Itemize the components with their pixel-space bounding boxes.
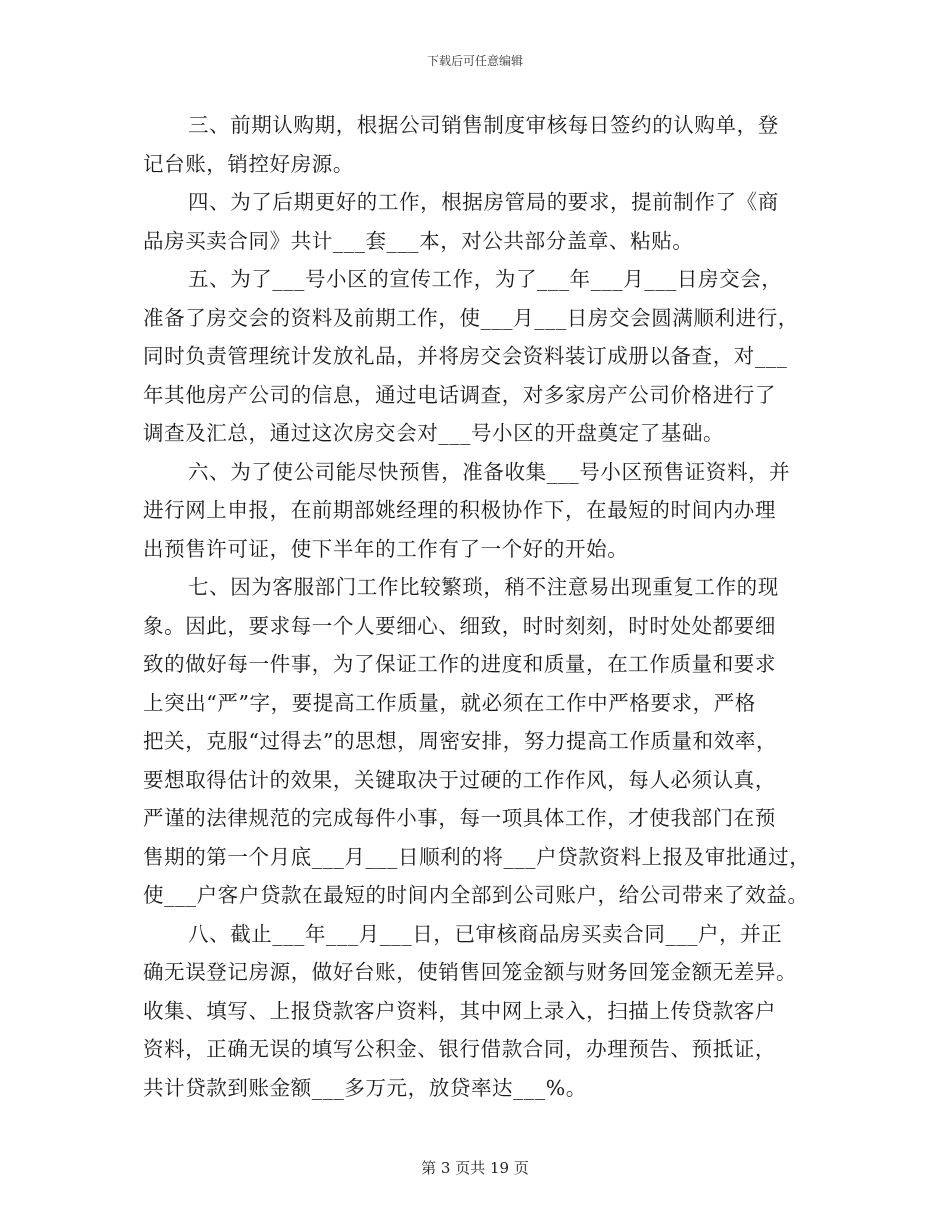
paragraph-line: 调查及汇总，通过这次房交会对___号小区的开盘奠定了基础。: [143, 421, 725, 445]
paragraph-line: 准备了房交会的资料及前期工作，使___月___日房交会圆满顺利进行，: [143, 305, 799, 330]
paragraph-6: [143, 453, 823, 569]
paragraph-line: 出预售许可证，使下半年的工作有了一个好的开始。: [143, 536, 629, 561]
document-body: [143, 106, 823, 1107]
paragraph-line: 致的做好每一件事，为了保证工作的进度和质量，在工作质量和要求: [143, 652, 776, 676]
paragraph-line: 七、因为客服部门工作比较繁琐，稍不注意易出现重复工作的现: [188, 575, 779, 599]
paragraph-line: 上突出“严”字，要提高工作质量，就必须在工作中严格要求，严格: [143, 690, 756, 715]
paragraph-4: [143, 183, 823, 260]
paragraph-line: 要想取得估计的效果，关键取决于过硬的工作作风，每人必须认真，: [143, 767, 776, 792]
paragraph-line: 进行网上申报，在前期部姚经理的积极协作下，在最短的时间内办理: [143, 498, 776, 522]
paragraph-8: [143, 915, 823, 1108]
paragraph-line: 使___户客户贷款在最短的时间内全部到公司账户，给公司带来了效益。: [143, 883, 809, 907]
paragraph-line: 五、为了___号小区的宣传工作，为了___年___月___日房交会，: [188, 267, 783, 291]
paragraph-line: 象。因此，要求每一个人要细心、细致，时时刻刻，时时处处都要细: [143, 613, 776, 638]
paragraph-line: 资料，正确无误的填写公积金、银行借款合同，办理预告、预抵证，: [143, 1037, 776, 1061]
paragraph-5: [143, 260, 823, 453]
paragraph-line: 售期的第一个月底___月___日顺利的将___户贷款资料上报及审批通过，: [143, 844, 811, 869]
paragraph-line: 收集、填写、上报贷款客户资料，其中网上录入，扫描上传贷款客户: [143, 998, 776, 1023]
paragraph-line: 八、截止___年___月___日，已审核商品房买卖合同___户，并正: [188, 921, 783, 946]
paragraph-3: [143, 106, 823, 183]
paragraph-line: 确无误登记房源，做好台账，使销售回笼金额与财务回笼金额无差异。: [143, 960, 798, 984]
paragraph-line: 同时负责管理统计发放礼品，并将房交会资料装订成册以备查，对___: [143, 344, 788, 368]
page-header: 下载后可任意编辑: [426, 54, 523, 68]
paragraph-7: [143, 568, 823, 915]
paragraph-line: 记台账，销控好房源。: [143, 151, 354, 176]
paragraph-line: 把关，克服“过得去”的思想，周密安排，努力提高工作质量和效率，: [143, 729, 778, 753]
paragraph-line: 品房买卖合同》共计___套___本，对公共部分盖章、粘贴。: [143, 228, 694, 253]
paragraph-line: 严谨的法律规范的完成每件小事，每一项具体工作，才使我部门在预: [143, 806, 776, 830]
page-footer: 第 3 页共 19 页: [421, 1159, 529, 1177]
paragraph-line: 三、前期认购期，根据公司销售制度审核每日签约的认购单，登: [188, 113, 779, 137]
paragraph-line: 共计贷款到账金额___多万元，放贷率达___%。: [143, 1075, 587, 1100]
paragraph-line: 年其他房产公司的信息，通过电话调查，对多家房产公司价格进行了: [143, 382, 776, 407]
paragraph-line: 六、为了使公司能尽快预售，准备收集___号小区预售证资料，并: [188, 459, 791, 484]
paragraph-line: 四、为了后期更好的工作，根据房管局的要求，提前制作了《商: [188, 190, 779, 214]
